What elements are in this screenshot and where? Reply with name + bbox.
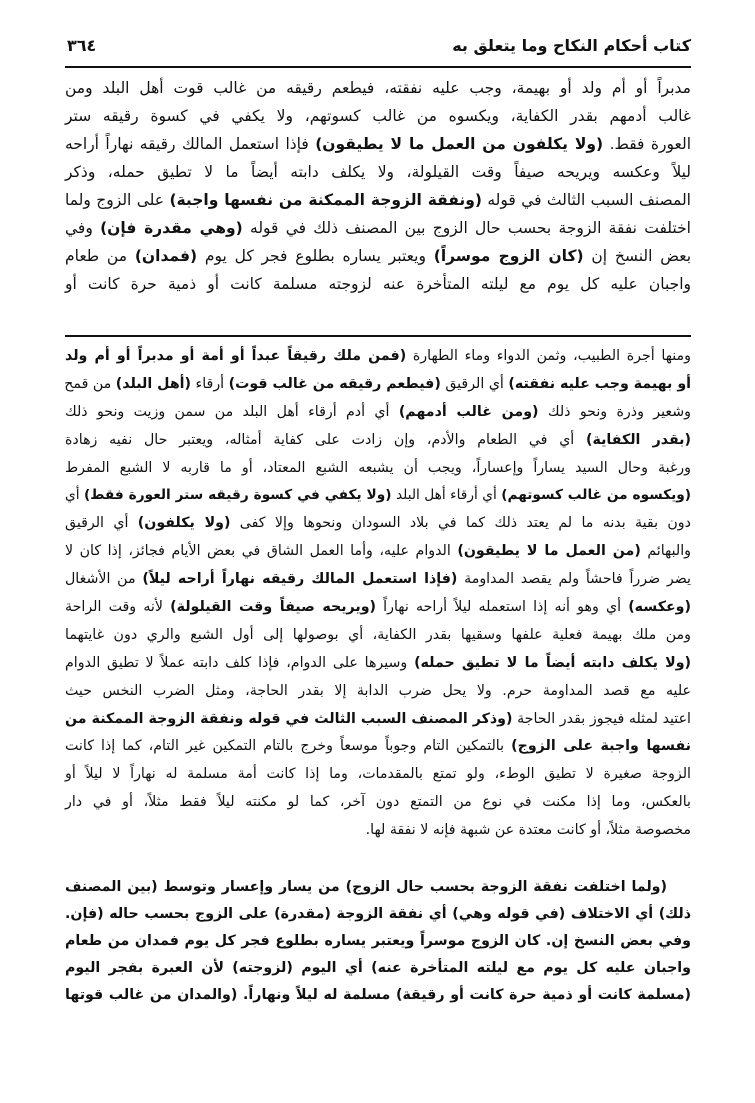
text-line [65, 214, 691, 242]
text-segment: المصنف السبب الثالث في قوله [481, 191, 691, 209]
text-line [65, 186, 691, 214]
quoted-matn-text: (ومن غالب أدمهم) [398, 403, 539, 420]
text-line [65, 622, 691, 650]
text-line [65, 538, 691, 566]
text-segment: ومن ملك بهيمة فعلية علفها وسقيها بقدر الكفاية، أي بوصولها إلى أول الشبع والري دون غايتهما [65, 626, 691, 643]
text-segment: اعتيد لمثله فيجوز بقدر الحاجة [512, 710, 691, 727]
quoted-matn-text: (فمدان) [134, 247, 198, 265]
commentary-text [65, 343, 691, 845]
text-segment: عليه مع قصد المداومة حرم. ولا يحل ضرب الدابة إلا بقدر الحاجة، ومثل الضرب النخس حيث [65, 682, 691, 699]
quoted-matn-text: وفي بعض النسخ إن. كان الزوج موسراً ويعتبر يساره بطلوع فجر كل يوم فمدان من طعام [65, 933, 691, 949]
text-segment: الزوجة صغيرة لا تطيق الوطء، ولو تمتع بالمقدمات، وما إذا كانت أمة مسلمة له نهاراً لا ليلاً أو [65, 766, 691, 783]
text-segment: من طعام [65, 247, 135, 265]
text-line [65, 817, 691, 845]
text-line [65, 455, 691, 483]
text-segment: ليلاً وعكسه ويريحه صيفاً وقت القيلولة، ولا يكلف دابته أيضاً ما لا تطيق حمله، وذكر [65, 163, 691, 181]
text-segment: أي الرقيق [65, 515, 138, 532]
quoted-matn-text: نفسها واجبة على الزوج) [511, 738, 692, 755]
text-line [65, 982, 691, 1009]
text-segment: لأنه وقت الراحة [65, 599, 171, 616]
text-segment: مخصوصة مثلاً، أو كانت معتدة عن شبهة فإنه لا نفقة لها. [365, 822, 691, 839]
text-line [65, 482, 691, 510]
quoted-matn-text: (ويريحه صيفاً وقت القيلولة) [170, 599, 377, 616]
text-line [65, 158, 691, 186]
text-line [65, 102, 691, 130]
text-line [65, 650, 691, 678]
text-segment: العورة فقط. [603, 135, 691, 153]
quoted-matn-text: (من العمل ما لا يطيقون) [457, 543, 641, 560]
text-segment: بالعكس، وما إذا مكنت في نوع من التمتع دون آخر، كما لو مكنته ليلاً فقط مثلاً، أو في دار [65, 794, 691, 811]
text-segment: الدوام عليه، وأما العمل الشاق في بعض الأيام فجائز، إذا كان لا [65, 543, 458, 560]
text-segment: أي الرقيق [440, 375, 509, 392]
quoted-matn-text: (ولا يكلفون من العمل ما لا يطيقون) [315, 135, 604, 153]
header-rule [65, 66, 691, 68]
text-line [65, 399, 691, 427]
text-line [65, 343, 691, 371]
text-line [65, 74, 691, 102]
text-line [65, 678, 691, 706]
text-segment: من الأشغال [65, 571, 143, 588]
quoted-matn-text: (كان الزوج موسراً) [433, 247, 584, 265]
quoted-matn-text: أو بهيمة وجب عليه نفقته) [508, 375, 691, 392]
text-segment: مدبراً أو أم ولد أو بهيمة، وجب عليه نفقته، فيطعم رقيقه من غالب قوت أهل البلد ومن [65, 79, 691, 97]
text-segment: وشعير وذرة ونحو ذلك [538, 403, 691, 420]
text-segment: أي [65, 487, 85, 504]
text-line [65, 242, 691, 270]
text-line [65, 901, 691, 928]
text-line [65, 761, 691, 789]
footnote-separator [65, 335, 691, 337]
quoted-matn-text: (وهي مقدرة فإن) [100, 219, 243, 237]
text-line [65, 270, 691, 298]
text-line [65, 594, 691, 622]
text-segment: والبهائم [640, 543, 691, 560]
text-line [65, 874, 691, 901]
text-segment: ورغبة وحال السيد يساراً وإعساراً، ويجب أن يشبعه الشبع المعتاد، أو ما قاربه لا الشبع المفرط [65, 459, 691, 476]
text-segment: يضر ضرراً فاحشاً ولم يقصد المداومة [457, 571, 691, 588]
text-segment: واجبان عليه كل يوم مع ليلته المتأخرة عنه لزوجته مسلمة كانت أو ذمية حرة كانت أو [65, 275, 691, 293]
quoted-matn-text: (ويكسوه من غالب كسوتهم) [501, 487, 691, 504]
commentary-text-2 [65, 874, 691, 1009]
text-segment: اختلفت نفقة الزوجة بحسب حال الزوج بين المصنف ذلك في قوله [242, 219, 691, 237]
page-number: ٣٦٤ [67, 36, 97, 55]
quoted-matn-text: (فمن ملك رقيقاً عبداً أو أمة أو مدبراً أو أم ولد [65, 348, 407, 364]
quoted-matn-text: (ولا يكفي في كسوة رقيقه ستر العورة فقط) [84, 487, 392, 504]
text-line [65, 510, 691, 538]
quoted-matn-text: (أهل البلد) [115, 375, 192, 392]
quoted-matn-text: (فيطعم رقيقه من غالب قوت) [228, 375, 441, 392]
text-segment: وفي [65, 219, 101, 237]
text-segment: ويعتبر يساره بطلوع فجر كل يوم [197, 247, 434, 265]
text-segment: أي وهو أنه إذا استعمله ليلاً أراحه نهاراً [376, 599, 629, 616]
text-segment: أرقاء [191, 375, 229, 392]
text-segment: فإذا استعمل المالك رقيقه نهاراً أراحه [65, 135, 316, 153]
main-text [65, 74, 691, 298]
chapter-title: كتاب أحكام النكاح وما يتعلق به [452, 36, 691, 55]
quoted-matn-text: ذلك) أي الاختلاف (في قوله وهي) أي نفقة الزوجة (مقدرة) على الزوج بحسب حاله (فإن. [65, 906, 691, 922]
text-segment: دون بقية بدنه ما لم يعتد ذلك كما في بلاد السودان ونحوها وإلا كفى [230, 515, 691, 532]
quoted-matn-text: واجبان عليه كل يوم مع ليلته المتأخرة عنه) أي اليوم (لزوجته) لأن العبرة بفجر اليوم [65, 960, 691, 976]
text-line [65, 706, 691, 734]
text-line [65, 928, 691, 955]
quoted-matn-text: (فإذا استعمل المالك رقيقه نهاراً أراحه ليلاً) [142, 571, 458, 588]
text-line [65, 371, 691, 399]
text-segment: ومنها أجرة الطبيب، وثمن الدواء وماء الطهارة [406, 348, 691, 364]
quoted-matn-text: (بقدر الكفاية) [586, 431, 691, 448]
text-segment: بالتمكين التام وجوباً موسعاً وخرج بالتام التمكين غير التام، كما إذا كانت [65, 738, 512, 755]
text-line [65, 427, 691, 455]
text-segment: من قمح [64, 375, 116, 392]
quoted-matn-text: (وعكسه) [628, 599, 691, 616]
text-segment: غالب أدمهم بقدر الكفاية، ويكسوه من غالب كسوتهم، ولا يكفي في كسوة رقيقه ستر [65, 107, 691, 125]
quoted-matn-text: (مسلمة كانت أو ذمية حرة كانت أو رقيقة) مسلمة له ليلاً ونهاراً. (والمدان من غالب قوتها [65, 987, 691, 1003]
quoted-matn-text: (وذكر المصنف السبب الثالث في قوله ونفقة الزوجة الممكنة من [65, 710, 513, 727]
text-segment: أي أدم أرقاء أهل البلد من سمن وزيت ونحو ذلك [65, 403, 399, 420]
quoted-matn-text: (ولا يكلفون) [137, 515, 231, 532]
running-header [65, 36, 691, 64]
quoted-matn-text: (ونفقة الزوجة الممكنة من نفسها واجبة) [169, 191, 482, 209]
quoted-matn-text: (ولما اختلفت نفقة الزوجة بحسب حال الزوج) من يسار وإعسار وتوسط (بين المصنف [65, 879, 667, 895]
text-segment: أي في الطعام والأدم، وإن زادت على كفاية أمثاله، ويعتبر حال نفيه زهادة [65, 431, 587, 448]
text-line [65, 789, 691, 817]
text-segment: وسيرها على الدوام، فإذا كلف دابته عملاً لا تطيق الدوام [65, 654, 415, 671]
text-line [65, 566, 691, 594]
text-line [65, 733, 691, 761]
text-segment: بعض النسخ إن [583, 247, 692, 265]
text-segment: على الزوج ولما [65, 191, 170, 209]
text-segment: أي أرقاء أهل البلد [391, 487, 502, 504]
quoted-matn-text: (ولا يكلف دابته أيضاً ما لا تطيق حمله) [414, 654, 691, 671]
text-line [65, 955, 691, 982]
text-line [65, 130, 691, 158]
